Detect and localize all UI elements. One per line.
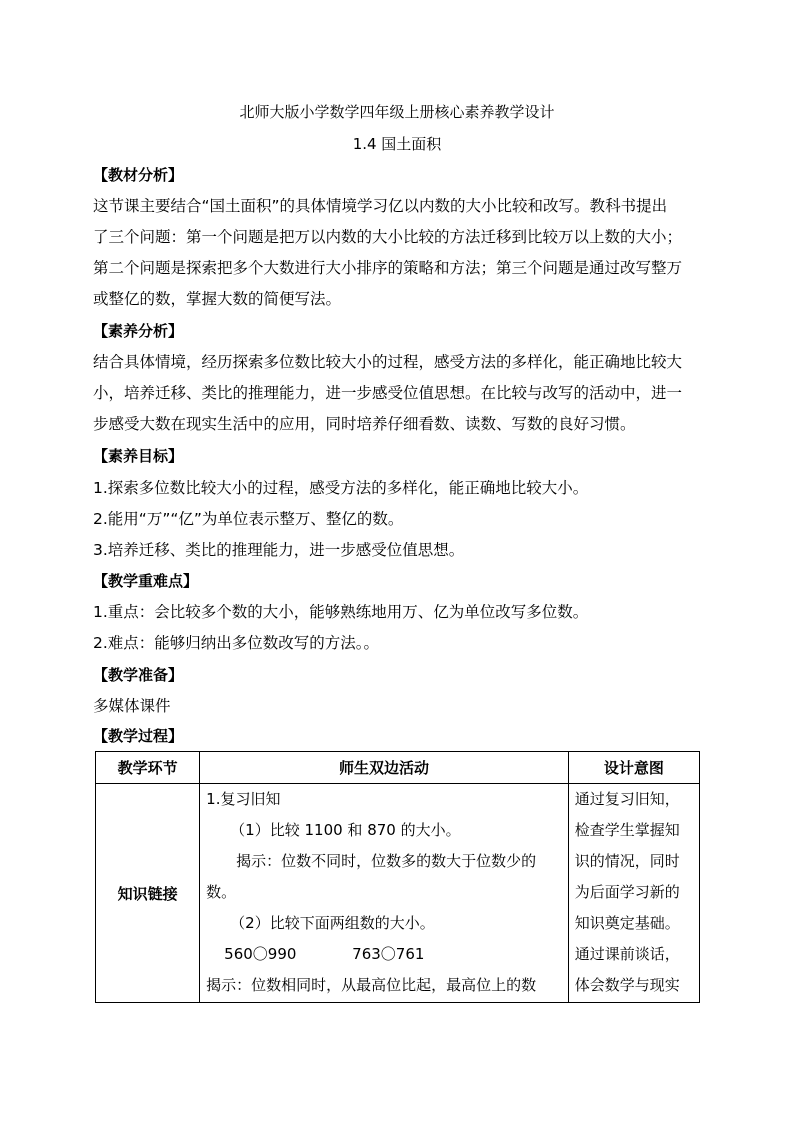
activity-cell xyxy=(200,784,569,1003)
column-header-stage: 教学环节 xyxy=(96,752,200,784)
key-point-item: 2.难点：能够归纳出多位数改写的方法。。 xyxy=(93,634,380,652)
activity-line: 数。 xyxy=(206,883,237,901)
stage-cell: 知识链接 xyxy=(96,784,200,1003)
comparison-pair-2: 763〇761 xyxy=(352,945,425,963)
activity-line: 1.复习旧知 xyxy=(206,790,281,808)
literacy-goal-item: 3.培养迁移、类比的推理能力，进一步感受位值思想。 xyxy=(93,541,465,559)
lesson-title: 1.4 国土面积 xyxy=(352,135,442,153)
table-row xyxy=(96,784,700,1003)
literacy-analysis-line: 结合具体情境，经历探索多位数比较大小的过程，感受方法的多样化，能正确地比较大 xyxy=(93,353,683,371)
textbook-analysis-line: 了三个问题：第一个问题是把万以内数的大小比较的方法迁移到比较万以上数的大小； xyxy=(93,228,683,246)
textbook-analysis-line: 这节课主要结合“国土面积”的具体情境学习亿以内数的大小比较和改写。教科书提出 xyxy=(93,197,668,215)
activity-line: （2）比较下面两组数的大小。 xyxy=(230,914,435,932)
intent-line: 检查学生掌握知 xyxy=(574,821,680,839)
process-heading: 【教学过程】 xyxy=(93,727,184,745)
intent-line: 识的情况，同时 xyxy=(574,852,680,870)
activity-line: 揭示：位数不同时，位数多的数大于位数少的 xyxy=(236,852,537,870)
key-point-item: 1.重点：会比较多个数的大小，能够熟练地用万、亿为单位改写多位数。 xyxy=(93,603,589,621)
column-header-activity: 师生双边活动 xyxy=(200,752,569,784)
literacy-goal-item: 1.探索多位数比较大小的过程，感受方法的多样化，能正确地比较大小。 xyxy=(93,479,589,497)
intent-line: 通过复习旧知， xyxy=(574,790,680,808)
intent-line: 为后面学习新的 xyxy=(574,883,680,901)
preparation-text: 多媒体课件 xyxy=(93,697,171,715)
table-header-row xyxy=(96,752,700,784)
key-points-heading: 【教学重难点】 xyxy=(93,572,199,590)
textbook-analysis-line: 第二个问题是探索把多个大数进行大小排序的策略和方法；第三个问题是通过改写整万 xyxy=(93,259,683,277)
intent-cell xyxy=(568,784,699,1003)
preparation-heading: 【教学准备】 xyxy=(93,666,184,684)
intent-line: 知识奠定基础。 xyxy=(574,914,680,932)
textbook-analysis-line: 或整亿的数，掌握大数的简便写法。 xyxy=(93,290,342,308)
literacy-analysis-line: 步感受大数在现实生活中的应用，同时培养仔细看数、读数、写数的良好习惯。 xyxy=(93,415,636,433)
intent-line: 通过课前谈话， xyxy=(574,945,680,963)
activity-line: 揭示：位数相同时，从最高位比起，最高位上的数 xyxy=(206,976,537,994)
literacy-goals-heading: 【素养目标】 xyxy=(93,447,184,465)
teaching-process-table xyxy=(95,751,700,1003)
activity-line: （1）比较 1100 和 870 的大小。 xyxy=(230,821,461,839)
document-title: 北师大版小学数学四年级上册核心素养教学设计 xyxy=(239,103,555,121)
literacy-goal-item: 2.能用“万”“亿”为单位表示整万、整亿的数。 xyxy=(93,510,404,528)
intent-line: 体会数学与现实 xyxy=(574,976,680,994)
column-header-intent: 设计意图 xyxy=(568,752,699,784)
comparison-pair-1: 560〇990 xyxy=(224,945,297,963)
literacy-analysis-heading: 【素养分析】 xyxy=(93,322,184,340)
literacy-analysis-line: 小，培养迁移、类比的推理能力，进一步感受位值思想。在比较与改写的活动中，进一 xyxy=(93,384,683,402)
comparison-line xyxy=(200,939,568,970)
textbook-analysis-heading: 【教材分析】 xyxy=(93,166,184,184)
